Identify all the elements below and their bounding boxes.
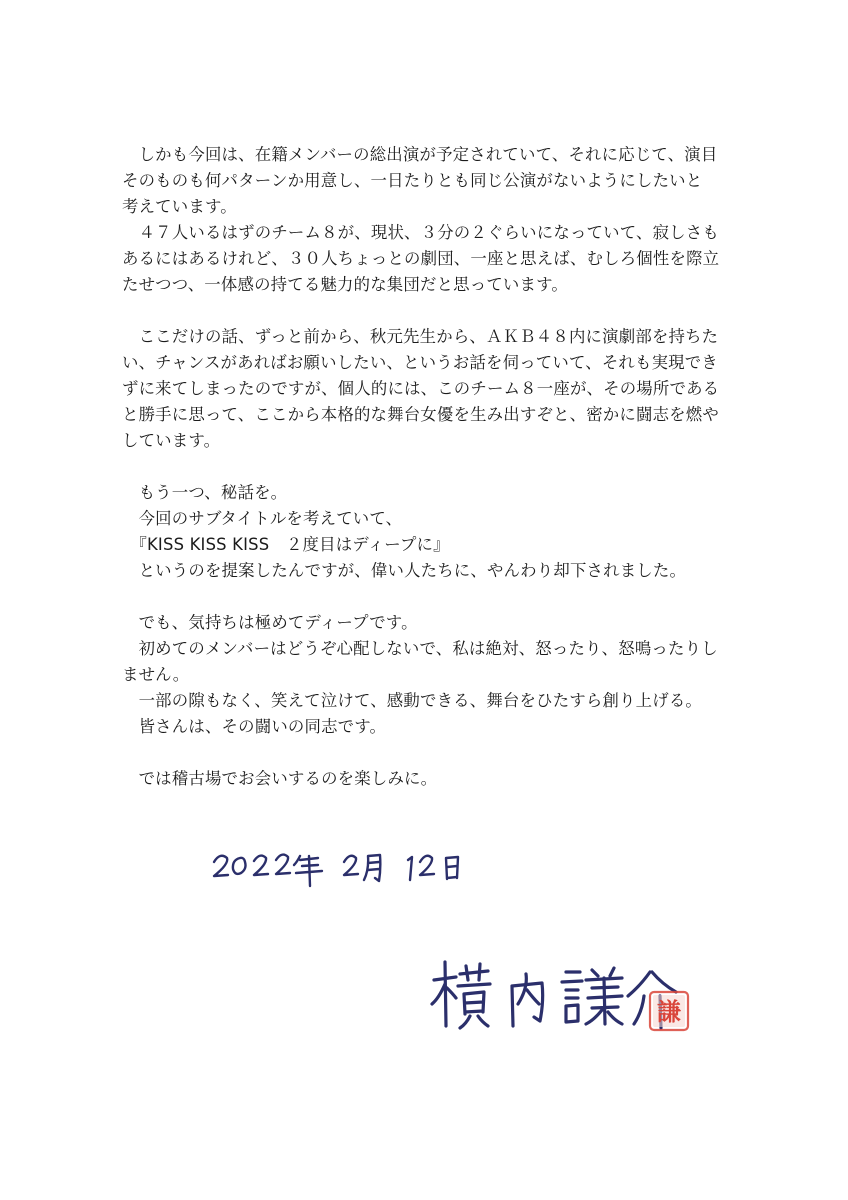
- paragraph-4: [122, 610, 722, 740]
- letter-body: [122, 142, 722, 792]
- handwritten-date-drawing: [210, 838, 490, 898]
- text-line: 一部の隙もなく、笑えて泣けて、感動できる、舞台をひたすら創り上げる。: [122, 691, 703, 710]
- seal-stamp: [648, 990, 690, 1032]
- text-line: たせつつ、一体感の持てる魅力的な集団だと思っています。: [122, 275, 568, 294]
- text-line: では稽古場でお会いするのを楽しみに。: [122, 769, 438, 788]
- text-line: しかも今回は、在籍メンバーの総出演が予定されていて、それに応じて、演目: [122, 145, 718, 164]
- text-line: というのを提案したんですが、偉い人たちに、やんわり却下されました。: [122, 561, 687, 580]
- handwritten-date: [210, 838, 490, 898]
- text-line: 皆さんは、その闘いの同志です。: [122, 717, 387, 736]
- seal-stamp-drawing: [648, 990, 690, 1032]
- text-line: と勝手に思って、ここから本格的な舞台女優を生み出すぞと、密かに闘志を燃や: [122, 405, 719, 424]
- text-line: あるにはあるけれど、３０人ちょっとの劇団、一座と思えば、むしろ個性を際立: [122, 249, 720, 268]
- text-line: 考えています。: [122, 197, 237, 216]
- text-line: そのものも何パターンか用意し、一日たりとも同じ公演がないようにしたいと: [122, 171, 703, 190]
- text-line: 『KISS KISS KISS ２度目はディープに』: [122, 535, 450, 554]
- paragraph-3: [122, 480, 722, 584]
- text-line: 初めてのメンバーはどうぞ心配しないで、私は絶対、怒ったり、怒鳴ったりし: [122, 639, 718, 658]
- text-line: しています。: [122, 431, 221, 450]
- paragraph-1: [122, 142, 722, 298]
- text-line: い、チャンスがあればお願いしたい、というお話を伺っていて、それも実現でき: [122, 353, 718, 372]
- text-line: ずに来てしまったのですが、個人的には、このチーム８一座が、その場所である: [122, 379, 720, 398]
- text-line: ４７人いるはずのチーム８が、現状、３分の２ぐらいになっていて、寂しさも: [122, 223, 719, 242]
- text-line: もう一つ、秘話を。: [122, 483, 288, 502]
- text-line: ここだけの話、ずっと前から、秋元先生から、ＡＫＢ４８内に演劇部を持ちた: [122, 327, 719, 346]
- paragraph-2: [122, 324, 722, 454]
- text-line: ません。: [122, 665, 190, 684]
- text-line: でも、気持ちは極めてディープです。: [122, 613, 418, 632]
- paragraph-5: [122, 766, 722, 792]
- text-line: 今回のサブタイトルを考えていて、: [122, 509, 403, 528]
- seal-character: 謙: [657, 997, 681, 1026]
